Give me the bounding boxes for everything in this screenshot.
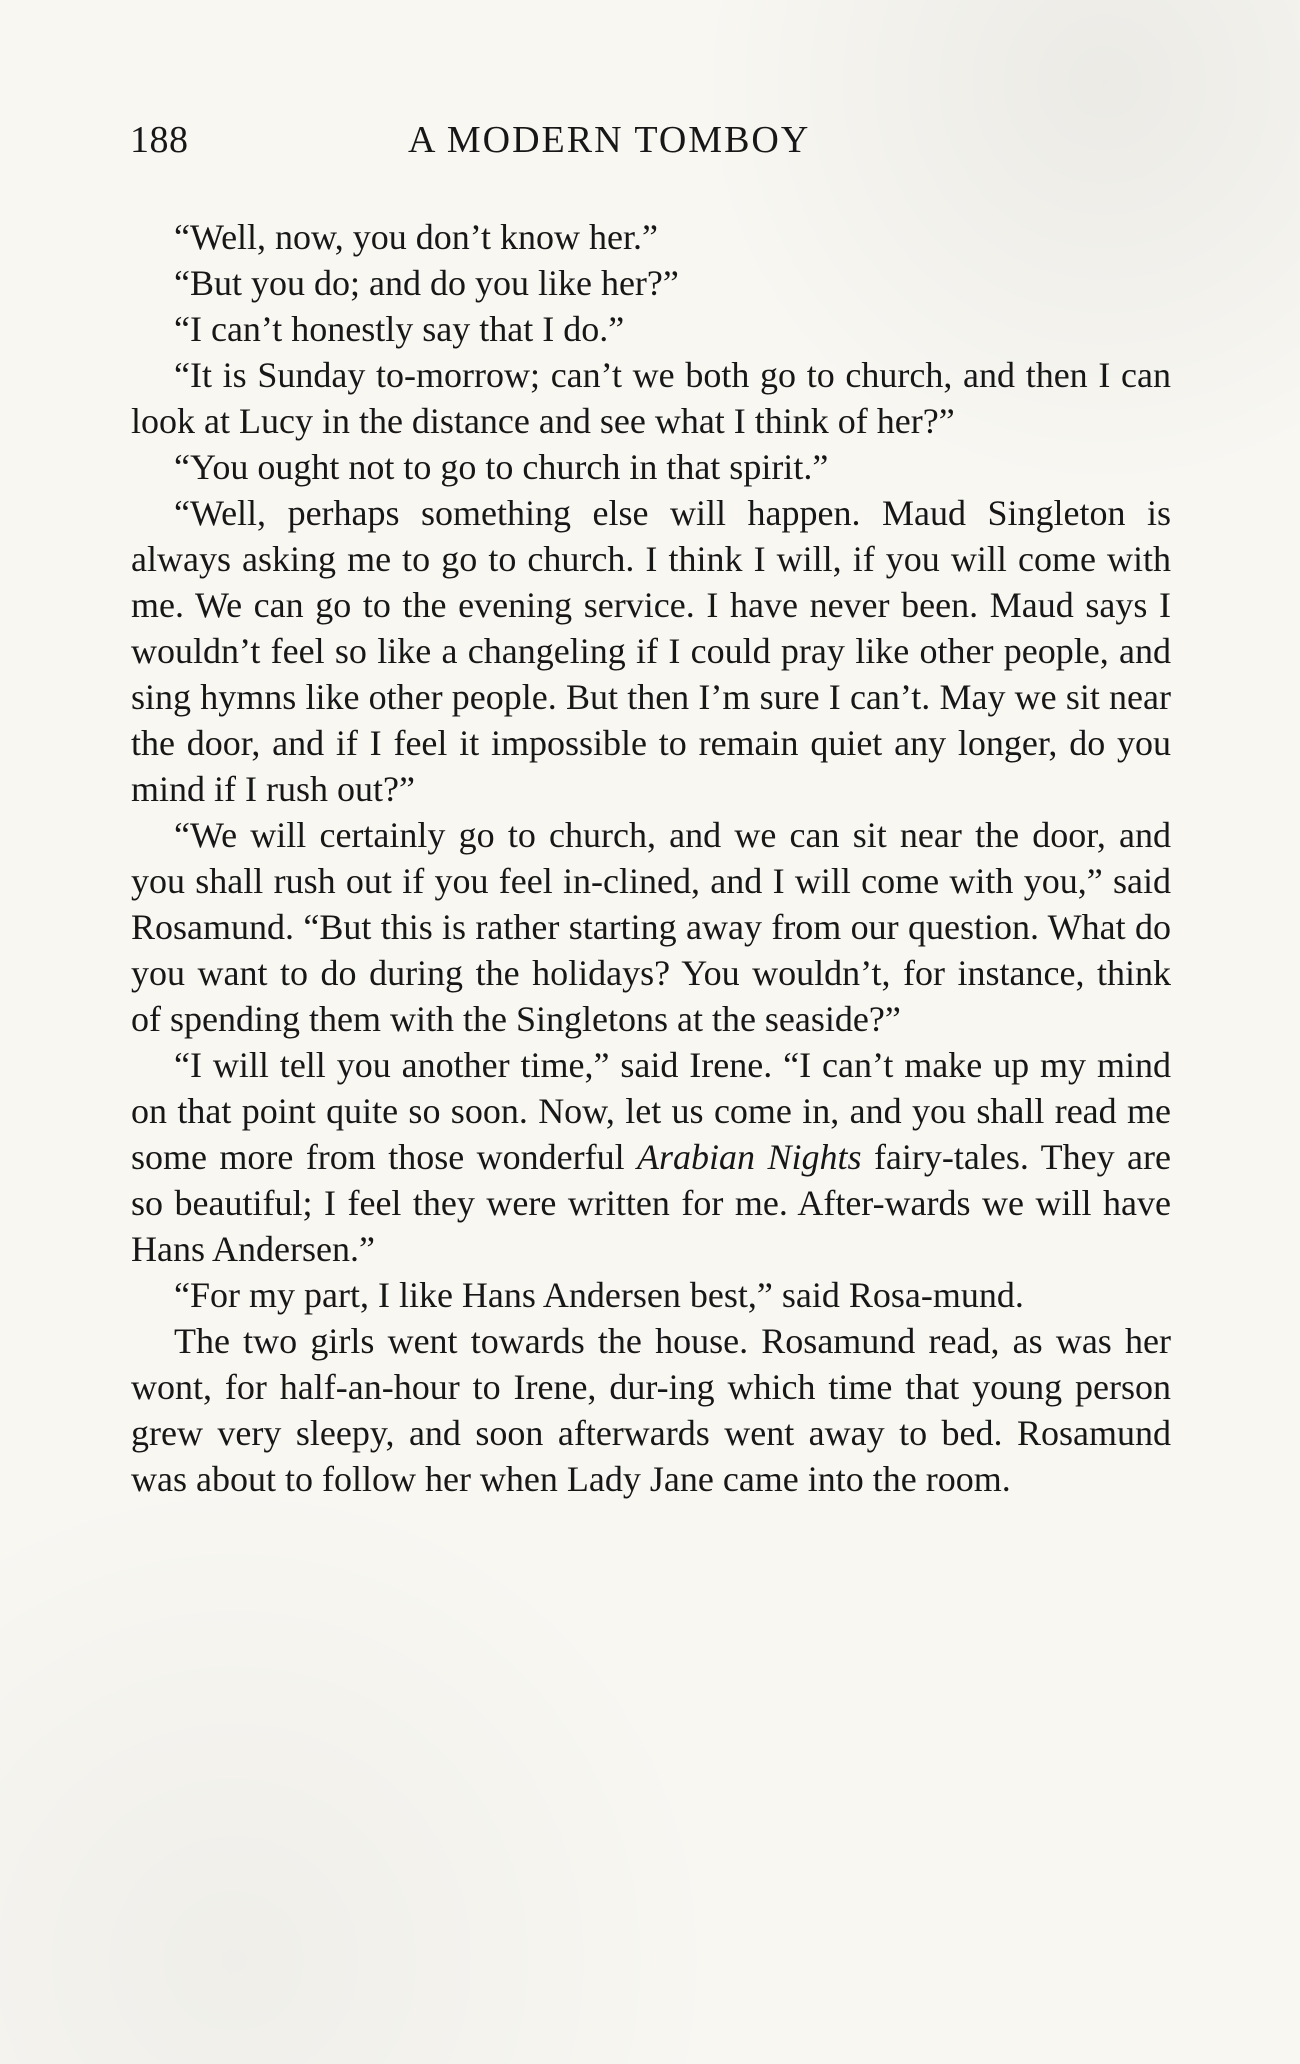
paragraph-5: “You ought not to go to church in that spirit.” bbox=[174, 447, 829, 487]
paragraph-10: The two girls went towards the house. Rosamund read, as was her wont, for half-an-hour to Irene, dur-ing which time that young person grew very sleepy, and soon afterwards went away to bed. Rosamund was about to follow her when Lady Jane came into the room. bbox=[131, 1321, 1171, 1499]
book-title-arabian-nights: Arabian Nights bbox=[637, 1137, 862, 1177]
body-text bbox=[131, 214, 1171, 1502]
paragraph-1: “Well, now, you don’t know her.” bbox=[174, 217, 659, 257]
running-title: A MODERN TOMBOY bbox=[408, 119, 811, 161]
paragraph-6: “Well, perhaps something else will happen. Maud Singleton is always asking me to go to church. I think I will, if you will come with me. We can go to the evening service. I have never been. Maud says I wouldn’t feel so like a changeling if I could pray like other people, and sing hymns like other people. But then I’m sure I can’t. May we sit near the door, and if I feel it impossible to remain quiet any longer, do you mind if I rush out?” bbox=[131, 493, 1171, 809]
paragraph-9: “For my part, I like Hans Andersen best,” said Rosa-mund. bbox=[174, 1275, 1024, 1315]
paragraph-4: “It is Sunday to-morrow; can’t we both go to church, and then I can look at Lucy in the distance and see what I think of her?” bbox=[131, 355, 1171, 441]
paragraph-2: “But you do; and do you like her?” bbox=[174, 263, 679, 303]
paragraph-8 bbox=[131, 1042, 1171, 1272]
page-header bbox=[130, 115, 1170, 165]
paragraph-7: “We will certainly go to church, and we can sit near the door, and you shall rush out if you feel in-clined, and I will come with you,” said Rosamund. “But this is rather starting away from our question. What do you want to do during the holidays? You wouldn’t, for instance, think of spending them with the Singletons at the seaside?” bbox=[131, 815, 1171, 1039]
page-number: 188 bbox=[130, 119, 189, 161]
paragraph-8-tail: fairy-tales. They are so beautiful; I feel they were written for me. After-wards we will have Hans Andersen.” bbox=[131, 1137, 1171, 1269]
paragraph-3: “I can’t honestly say that I do.” bbox=[174, 309, 625, 349]
paragraph-8-lead: “I will tell you another time,” said Irene. “I can’t make up my mind on that point quite so soon. Now, let us come in, and you shall read me some more from those wonderful bbox=[131, 1045, 1171, 1177]
